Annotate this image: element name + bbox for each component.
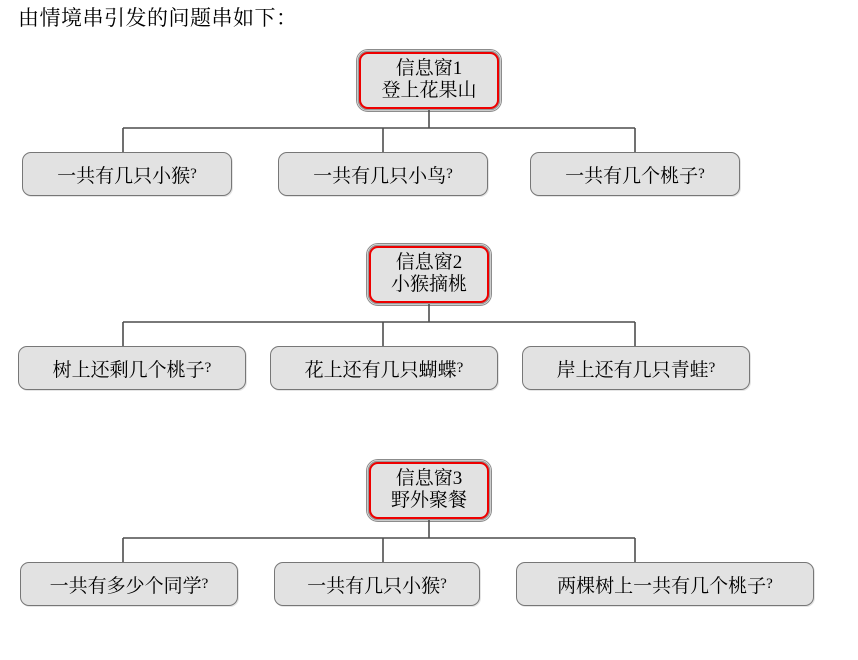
question-node-3-3-mark: ? [766,575,773,592]
question-node-3-2-text: 一共有几只小猴 [307,575,441,597]
question-node-2-1-mark: ? [204,359,212,376]
root-node-wrapper-2 [0,246,858,304]
question-node-3-2-mark: ? [440,575,447,592]
root-node-wrapper-1 [0,52,858,110]
leaf-row-1 [0,152,858,202]
root-node-1-line1: 信息窗1 [395,58,463,79]
question-node-2-3-mark: ? [708,359,716,376]
root-node-1[interactable] [359,52,498,109]
page-intro-text: 由情境串引发的问题串如下： [18,6,298,30]
question-node-1-3[interactable] [530,152,740,196]
question-node-1-3-mark: ? [698,165,705,182]
leaf-row-3 [0,562,858,612]
question-node-1-3-text: 一共有几个桃子 [565,165,699,187]
question-node-1-1[interactable] [22,152,232,196]
connector-lines-3 [0,520,858,566]
question-node-2-1[interactable] [18,346,246,390]
question-node-3-3[interactable] [516,562,814,606]
connector-lines-1 [0,110,858,156]
question-node-2-1-text: 树上还剩几个桃子 [52,359,205,381]
question-node-1-2-text: 一共有几只小鸟 [313,165,447,187]
question-node-2-3[interactable] [522,346,750,390]
question-node-2-2-text: 花上还有几只蝴蝶 [304,359,457,381]
question-node-3-1-text: 一共有多少个同学 [49,575,202,597]
root-node-1-line2: 登上花果山 [381,80,477,102]
leaf-row-2 [0,346,858,396]
connector-lines-2 [0,304,858,350]
question-node-2-2[interactable] [270,346,498,390]
root-node-2[interactable] [369,246,489,303]
root-node-3[interactable] [369,462,489,519]
root-node-2-line2: 小猴摘桃 [390,274,467,296]
question-node-3-2[interactable] [274,562,480,606]
question-node-2-3-text: 岸上还有几只青蛙 [556,359,709,381]
root-node-3-line1: 信息窗3 [395,468,463,489]
question-node-3-1-mark: ? [201,575,209,592]
question-node-2-2-mark: ? [456,359,464,376]
question-node-1-1-text: 一共有几只小猴 [57,165,191,187]
question-node-3-3-text: 两棵树上一共有几个桃子 [557,575,767,597]
root-node-3-line2: 野外聚餐 [390,490,467,512]
question-node-3-1[interactable] [20,562,238,606]
root-node-wrapper-3 [0,462,858,520]
question-node-1-2-mark: ? [446,165,453,182]
question-node-1-2[interactable] [278,152,488,196]
root-node-2-line1: 信息窗2 [395,252,463,273]
question-node-1-1-mark: ? [190,165,197,182]
